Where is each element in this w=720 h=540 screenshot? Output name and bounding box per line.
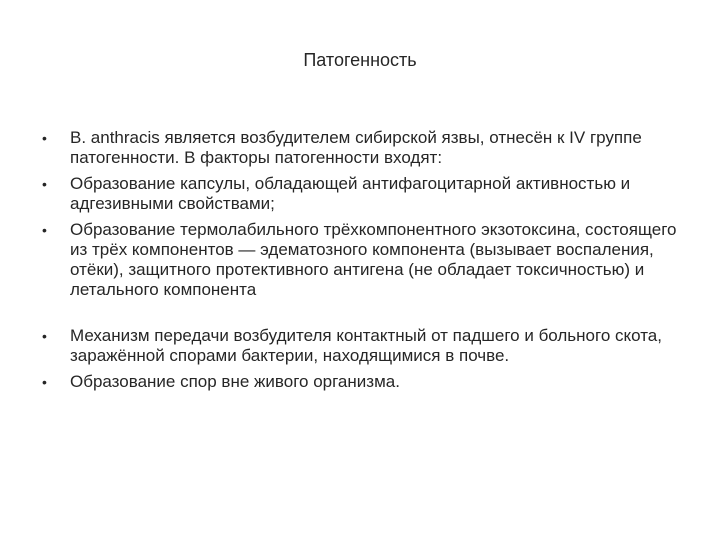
bullet-text: B. anthracis является возбудителем сибирской язвы, отнесён к IV группе патогенности. В факторы патогенности входят:: [70, 128, 642, 167]
bullet-text: Образование спор вне живого организма.: [70, 372, 400, 391]
bullet-dot-icon: •: [42, 374, 47, 390]
bullet-dot-icon: •: [42, 328, 47, 344]
bullet-item: [42, 174, 682, 214]
bullet-text: Механизм передачи возбудителя контактный от падшего и больного скота, заражённой спорами бактерии, находящимися в почве.: [70, 326, 662, 365]
bullet-item: [42, 326, 682, 366]
bullet-dot-icon: •: [42, 176, 47, 192]
bullet-item: [42, 220, 682, 300]
bullet-item: [42, 128, 682, 168]
bullet-text: Образование термолабильного трёхкомпонентного экзотоксина, состоящего из трёх компонентов — эдематозного компонента (вызывает воспаления, отёки), защитного протективного антигена (не обладает токсичностью) и летального компонента: [70, 220, 677, 299]
slide-title: Патогенность: [303, 50, 417, 70]
bullet-item: [42, 372, 682, 392]
bullet-dot-icon: •: [42, 222, 47, 238]
bullet-dot-icon: •: [42, 130, 47, 146]
bullet-list: [42, 128, 682, 398]
bullet-text: Образование капсулы, обладающей антифагоцитарной активностью и адгезивными свойствами;: [70, 174, 631, 213]
